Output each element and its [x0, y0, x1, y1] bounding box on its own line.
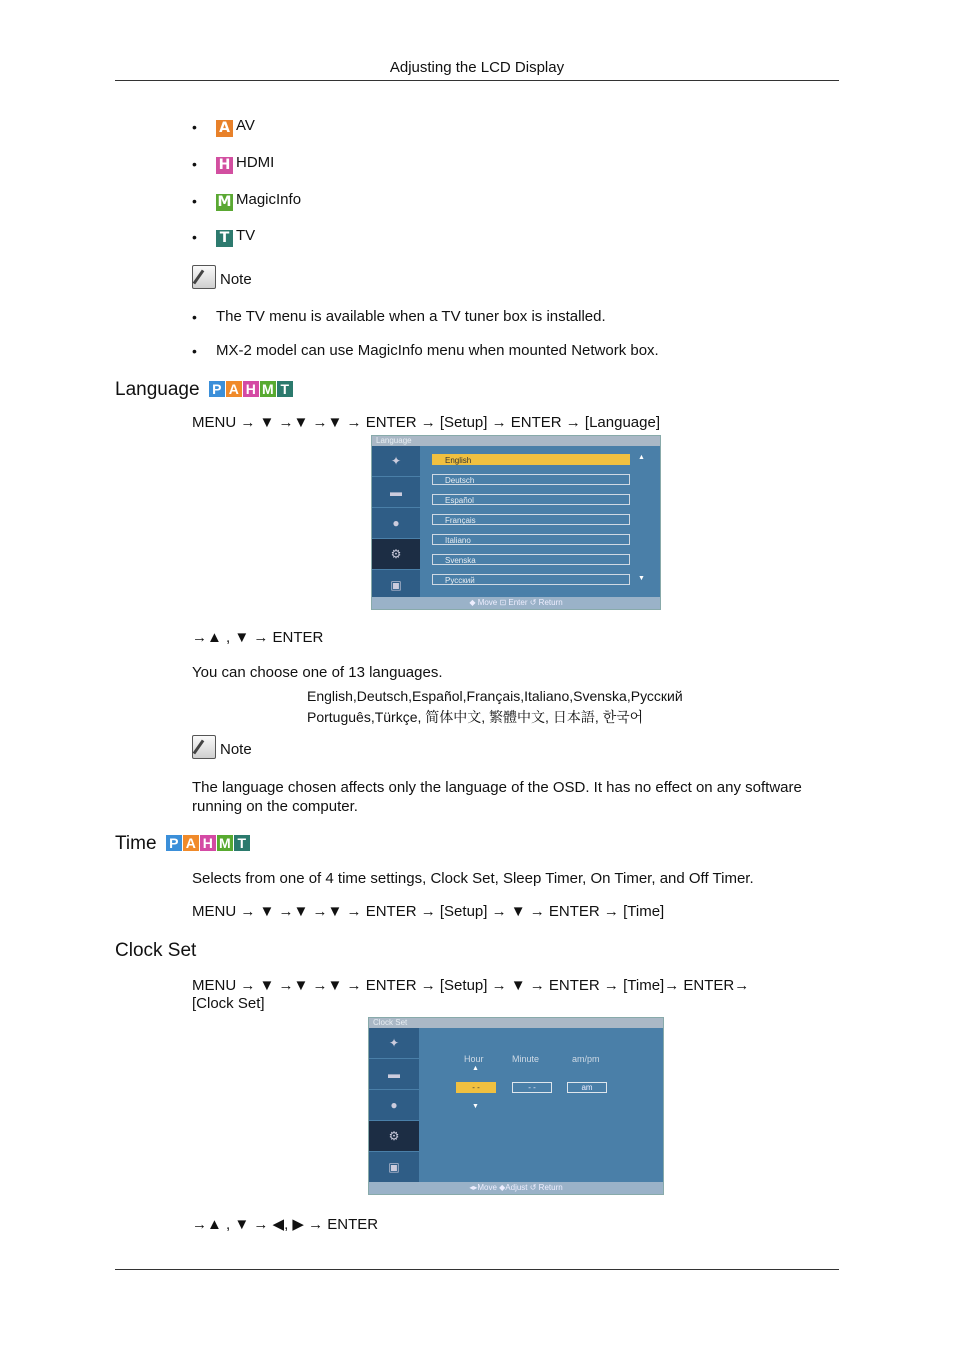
osd-lang-item: Français: [432, 514, 630, 525]
setup-icon: ⚙: [372, 539, 420, 570]
mode-badges: [166, 832, 251, 854]
minute-field: - -: [512, 1082, 552, 1093]
source-label: AV: [236, 117, 255, 134]
mode-h-icon: H: [200, 835, 216, 851]
scroll-up-icon: ▲: [638, 454, 645, 461]
osd-lang-item: Русский: [432, 574, 630, 585]
decrease-arrow-icon: ▼: [472, 1103, 479, 1110]
mode-badges: [209, 378, 294, 400]
av-icon: A: [216, 120, 233, 137]
osd-footer: ◂▸Move ◆Adjust ↺ Return: [369, 1182, 663, 1194]
footer-rule: [115, 1269, 839, 1270]
source-label: HDMI: [236, 154, 275, 171]
pip-icon: ●: [372, 508, 420, 539]
clock-set-osd-screenshot: [368, 1017, 664, 1195]
note-item: The TV menu is available when a TV tuner box is installed.: [216, 308, 606, 325]
bullet-dot: •: [192, 156, 197, 172]
mode-h-icon: H: [243, 381, 259, 397]
picture-icon: ✦: [369, 1028, 419, 1059]
increase-arrow-icon: ▲: [472, 1065, 479, 1072]
osd-title: Clock Set: [369, 1018, 663, 1028]
language-note-text: The language chosen affects only the language of the OSD. It has no effect on any software running on the computer.: [192, 779, 802, 815]
osd-sidebar: [372, 446, 420, 601]
minute-label: Minute: [512, 1054, 540, 1064]
language-nav-keys: →▲ , ▼ → ENTER: [192, 629, 324, 646]
pip-icon: ●: [369, 1090, 419, 1121]
hour-label: Hour: [464, 1054, 484, 1064]
source-label: TV: [236, 227, 256, 244]
note-item: MX-2 model can use MagicInfo menu when mounted Network box.: [216, 342, 659, 359]
note-icon: [192, 265, 216, 289]
mode-t-icon: T: [277, 381, 293, 397]
scroll-down-icon: ▼: [638, 575, 645, 582]
osd-sidebar: [369, 1028, 419, 1183]
osd-lang-item: Italiano: [432, 534, 630, 545]
heading-text: Time: [115, 833, 157, 854]
language-list-line1: English,Deutsch,Español,Français,Italiano,Svenska,Русский: [307, 688, 683, 704]
note-label: Note: [220, 741, 252, 758]
mode-t-icon: T: [234, 835, 250, 851]
sound-icon: ▬: [369, 1059, 419, 1090]
language-osd-screenshot: [371, 435, 661, 610]
bullet-dot: •: [192, 193, 197, 209]
section-heading-clock-set: Clock Set: [115, 940, 197, 961]
osd-lang-item: Español: [432, 494, 630, 505]
header-rule: [115, 80, 839, 81]
heading-text: Language: [115, 379, 200, 400]
bullet-dot: •: [192, 119, 197, 135]
hour-field: - -: [456, 1082, 496, 1093]
time-menu-path: MENU → ▼ →▼ →▼ → ENTER → [Setup] → ▼ → ENTER → [Time]: [192, 903, 665, 920]
hdmi-icon: H: [216, 157, 233, 174]
multi-control-icon: ▣: [372, 570, 420, 601]
source-item-magicinfo: [216, 191, 301, 211]
mode-p-icon: P: [209, 381, 225, 397]
osd-lang-item: English: [432, 454, 630, 465]
clock-nav-keys: →▲ , ▼ → ◀, ▶ → ENTER: [192, 1216, 379, 1233]
osd-lang-item: Deutsch: [432, 474, 630, 485]
note-heading: [192, 265, 252, 289]
clock-menu-path-line1: MENU → ▼ →▼ →▼ → ENTER → [Setup] → ▼ → ENTER → [Time]→ ENTER→: [192, 977, 750, 994]
bullet-dot: •: [192, 309, 197, 325]
source-item-tv: [216, 227, 255, 247]
section-heading-language: [115, 378, 294, 401]
page-header-title: Adjusting the LCD Display: [389, 59, 565, 76]
ampm-label: am/pm: [572, 1054, 600, 1064]
bullet-dot: •: [192, 229, 197, 245]
note-label: Note: [220, 271, 252, 288]
bullet-dot: •: [192, 343, 197, 359]
osd-footer: ◆ Move ⊡ Enter ↺ Return: [372, 597, 660, 609]
mode-a-icon: A: [226, 381, 242, 397]
ampm-field: am: [567, 1082, 607, 1093]
magicinfo-icon: M: [217, 194, 232, 210]
source-item-hdmi: [216, 154, 274, 174]
section-heading-time: [115, 832, 251, 855]
tv-icon: T: [216, 230, 233, 247]
mode-m-icon: M: [260, 381, 276, 397]
mode-m-icon: M: [217, 835, 233, 851]
picture-icon: ✦: [372, 446, 420, 477]
sound-icon: ▬: [372, 477, 420, 508]
mode-a-icon: A: [183, 835, 199, 851]
language-menu-path: MENU → ▼ →▼ →▼ → ENTER → [Setup] → ENTER → [Language]: [192, 414, 660, 431]
language-description: You can choose one of 13 languages.: [192, 664, 443, 681]
source-label: MagicInfo: [236, 191, 302, 208]
note-heading: [192, 735, 252, 759]
multi-control-icon: ▣: [369, 1152, 419, 1183]
osd-title: Language: [372, 436, 660, 446]
source-item-av: [216, 117, 255, 137]
language-list-line2: Português,Türkçe, 简体中文, 繁體中文, 日本語, 한국어: [307, 709, 644, 725]
osd-lang-item: Svenska: [432, 554, 630, 565]
setup-icon: ⚙: [369, 1121, 419, 1152]
note-icon: [192, 735, 216, 759]
clock-menu-path-line2: [Clock Set]: [192, 995, 265, 1012]
mode-p-icon: P: [166, 835, 182, 851]
time-description: Selects from one of 4 time settings, Clock Set, Sleep Timer, On Timer, and Off Timer.: [192, 870, 754, 887]
